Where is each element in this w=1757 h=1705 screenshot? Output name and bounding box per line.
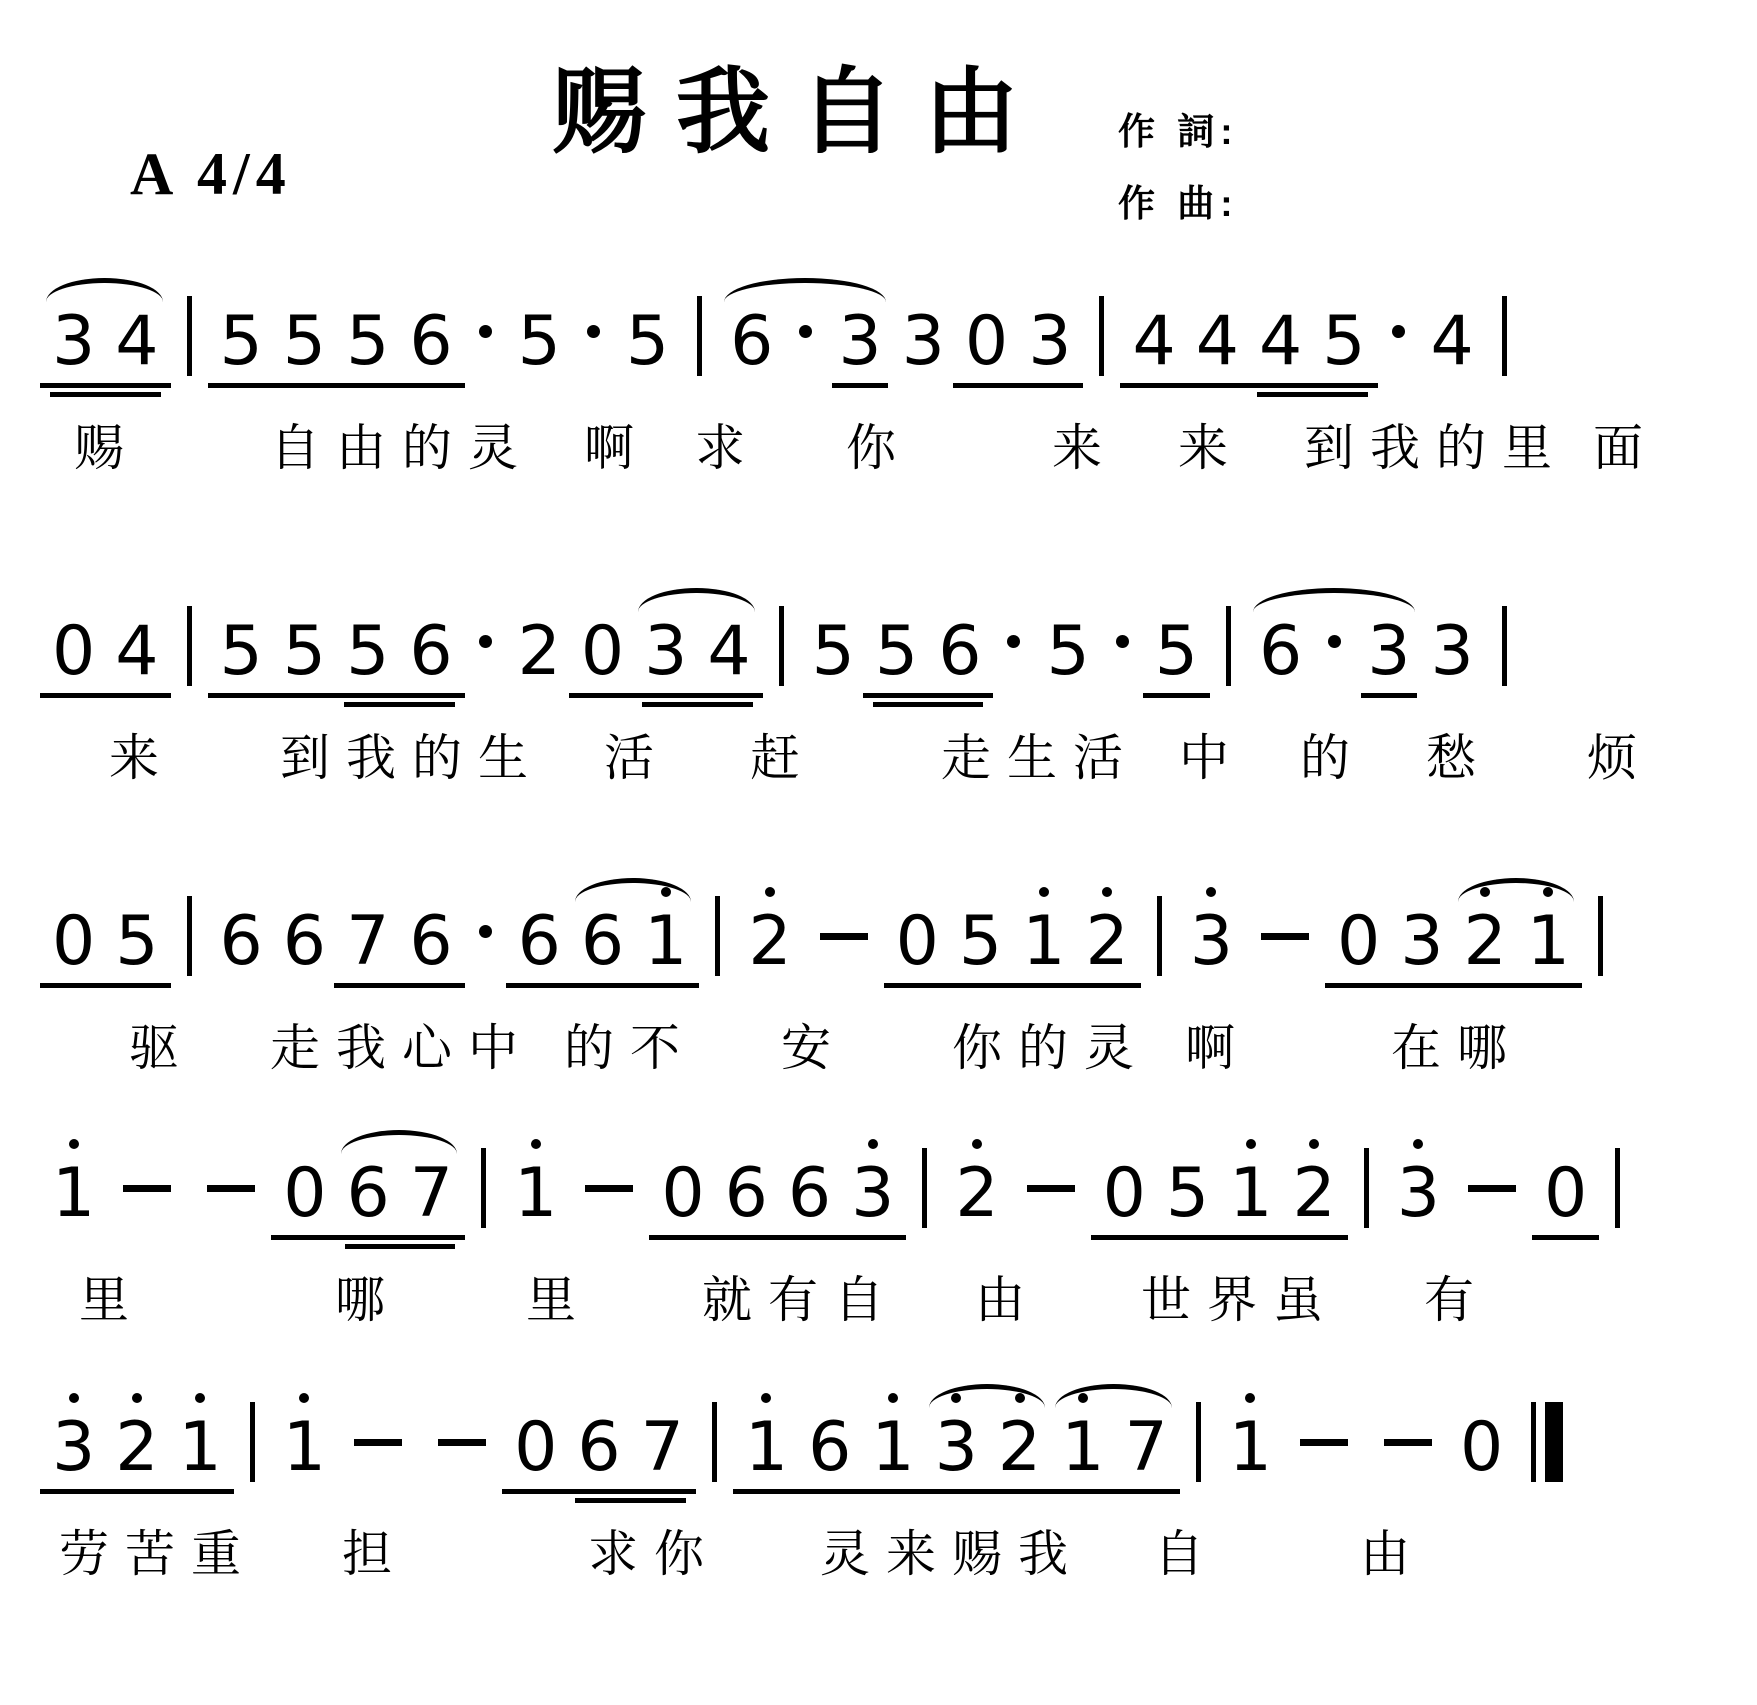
note-char: 6 — [409, 902, 453, 981]
barline — [1364, 1148, 1369, 1228]
octave-dot — [69, 1393, 79, 1403]
note-char: 5 — [958, 902, 1003, 981]
note-group — [1249, 612, 1421, 691]
lyric-syllable: 啊 — [584, 420, 650, 476]
barline — [481, 1148, 486, 1228]
lyrics-row — [42, 1008, 1737, 1080]
note-char: 5 — [282, 302, 327, 381]
barline — [715, 896, 720, 976]
lyric-syllable: 的 — [1300, 730, 1366, 786]
note-char: 4 — [1430, 302, 1474, 381]
note-group — [778, 1154, 905, 1233]
note-char: 2 — [115, 1414, 158, 1482]
dash-note — [585, 1185, 633, 1192]
augmentation-dot — [1116, 635, 1129, 648]
note-char: 2 — [517, 612, 561, 691]
note-char: 5 — [1046, 612, 1090, 691]
note-char: 3 — [1397, 1160, 1440, 1228]
note-group — [802, 612, 865, 691]
note-group — [42, 1408, 169, 1487]
note-char: 1 — [514, 1160, 557, 1228]
augmentation-dot — [587, 325, 600, 338]
note-group — [616, 302, 679, 381]
slur — [1253, 588, 1415, 612]
lyric-syllable: 活 — [604, 730, 670, 786]
note-group — [720, 302, 892, 381]
note-group — [1093, 1154, 1220, 1233]
note-group — [336, 902, 463, 981]
note-group — [955, 302, 1082, 381]
lyric-syllable: 到我的生 — [280, 730, 544, 786]
note-group — [892, 302, 955, 381]
lyric-syllable: 来 — [1052, 420, 1118, 476]
note-char: 3 — [838, 302, 882, 381]
dash-note — [1468, 1185, 1516, 1192]
note-char: 3 — [52, 302, 96, 381]
lyric-syllable: 你的灵 — [952, 1020, 1150, 1076]
lyric-syllable: 走我心中 — [270, 1020, 534, 1076]
note-char: 3 — [1367, 612, 1411, 691]
octave-dot — [1039, 887, 1049, 897]
notes-row — [42, 1356, 1737, 1496]
note-char: 5 — [811, 612, 855, 691]
note-group — [925, 1408, 1052, 1487]
augmentation-dot — [1392, 325, 1405, 338]
lyric-syllable: 走生活 — [941, 730, 1139, 786]
note-char: 4 — [707, 612, 751, 691]
note-group — [1534, 1154, 1597, 1233]
note-group — [738, 902, 801, 981]
note-char: 1 — [871, 1414, 914, 1482]
note-group — [504, 1154, 567, 1233]
note-group — [42, 1154, 105, 1233]
note-char: 3 — [901, 302, 945, 381]
octave-dot — [1246, 1139, 1256, 1149]
note-char: 0 — [661, 1154, 705, 1233]
note-char: 5 — [219, 302, 263, 381]
note-char: 0 — [283, 1154, 327, 1233]
note-char: 1 — [1061, 1414, 1104, 1482]
augmentation-dot — [479, 635, 492, 648]
note-char: 4 — [1132, 302, 1176, 381]
slur — [929, 1384, 1046, 1408]
note-char: 5 — [282, 612, 327, 691]
dash-note — [123, 1185, 171, 1192]
octave-dot — [1206, 887, 1216, 897]
note-group — [336, 612, 463, 691]
note-char: 7 — [346, 902, 390, 981]
octave-dot — [1245, 1393, 1255, 1403]
note-char: 6 — [730, 302, 774, 381]
note-group — [1387, 1154, 1450, 1233]
note-char: 6 — [409, 302, 453, 381]
octave-dot — [132, 1393, 142, 1403]
lyric-syllable: 到我的里 — [1304, 420, 1568, 476]
note-group — [1450, 1408, 1513, 1487]
lyric-syllable: 你 — [846, 420, 912, 476]
dash-note — [207, 1185, 255, 1192]
note-group — [210, 612, 337, 691]
octave-dot — [1102, 887, 1112, 897]
note-char: 1 — [179, 1414, 222, 1482]
note-char: 4 — [115, 302, 159, 381]
note-char: 2 — [748, 908, 791, 976]
barline — [1196, 1402, 1201, 1482]
credits — [1118, 96, 1239, 240]
note-char: 6 — [1258, 612, 1303, 691]
octave-dot — [1413, 1139, 1423, 1149]
octave-dot — [765, 887, 775, 897]
note-char: 0 — [1102, 1154, 1146, 1233]
note-char: 1 — [644, 908, 687, 976]
dash-note — [1384, 1439, 1432, 1446]
note-group — [336, 302, 463, 381]
note-char: 6 — [808, 1408, 852, 1487]
barline — [187, 896, 192, 976]
system-4 — [42, 1102, 1737, 1332]
note-char: 1 — [1229, 1160, 1272, 1228]
dash-note — [438, 1439, 486, 1446]
system-1 — [42, 250, 1737, 480]
notes-row — [42, 560, 1737, 700]
note-char: 0 — [52, 902, 96, 981]
augmentation-dot — [1328, 635, 1341, 648]
octave-dot — [1078, 1393, 1088, 1403]
note-char: 2 — [998, 1414, 1041, 1482]
barline — [1099, 296, 1104, 376]
note-char: 5 — [1322, 302, 1366, 381]
note-group — [634, 612, 761, 691]
note-char: 5 — [517, 302, 561, 381]
note-char: 7 — [640, 1408, 684, 1487]
octave-dot — [661, 887, 671, 897]
note-char: 5 — [346, 302, 390, 381]
dash-note — [354, 1439, 402, 1446]
barline — [250, 1402, 255, 1482]
lyric-syllable: 驱 — [129, 1020, 195, 1076]
note-char: 6 — [724, 1154, 768, 1233]
notes-row — [42, 1102, 1737, 1242]
slur — [1055, 1384, 1172, 1408]
note-char: 0 — [1336, 902, 1381, 981]
lyric-syllable: 在哪 — [1391, 1020, 1523, 1076]
note-char: 0 — [514, 1408, 558, 1487]
note-char: 3 — [1400, 902, 1444, 981]
system-3 — [42, 850, 1737, 1080]
lyric-syllable: 劳苦重 — [59, 1526, 257, 1582]
note-group — [567, 1408, 694, 1487]
note-char: 6 — [409, 612, 453, 691]
note-group — [42, 612, 169, 691]
note-char: 0 — [1459, 1408, 1504, 1487]
octave-dot — [299, 1393, 309, 1403]
lyrics-row — [42, 718, 1737, 790]
barline — [1157, 896, 1162, 976]
note-char: 1 — [745, 1414, 788, 1482]
final-barline-thick — [1545, 1402, 1563, 1482]
note-char: 5 — [1165, 1154, 1210, 1233]
note-char: 0 — [580, 612, 625, 691]
note-char: 2 — [955, 1160, 998, 1228]
note-char: 6 — [282, 902, 327, 981]
note-group — [42, 302, 169, 381]
note-char: 1 — [1022, 908, 1065, 976]
note-char: 3 — [52, 1414, 95, 1482]
slur — [46, 278, 163, 302]
lyrics-row — [42, 408, 1737, 480]
octave-dot — [1309, 1139, 1319, 1149]
note-char: 1 — [1229, 1414, 1272, 1482]
lyric-syllable: 有 — [1424, 1272, 1490, 1328]
note-char: 2 — [1464, 908, 1507, 976]
note-group — [508, 612, 571, 691]
octave-dot — [868, 1139, 878, 1149]
note-group — [1122, 302, 1249, 381]
note-char: 0 — [52, 612, 96, 691]
note-group — [861, 1408, 924, 1487]
octave-dot — [531, 1139, 541, 1149]
octave-dot — [1015, 1393, 1025, 1403]
note-char: 3 — [1190, 908, 1233, 976]
final-barline — [1531, 1402, 1563, 1487]
lyric-syllable: 来 — [1178, 420, 1244, 476]
note-group — [210, 302, 337, 381]
octave-dot — [761, 1393, 771, 1403]
lyric-syllable: 的不 — [564, 1020, 696, 1076]
notes-row — [42, 850, 1737, 990]
lyric-syllable: 啊 — [1185, 1020, 1251, 1076]
key-signature: A 4/4 — [130, 141, 292, 207]
barline — [922, 1148, 927, 1228]
lyrics-row — [42, 1514, 1737, 1586]
note-char: 5 — [874, 612, 919, 691]
octave-dot — [972, 1139, 982, 1149]
note-group — [571, 902, 698, 981]
note-group — [1036, 612, 1099, 691]
composer-label: 作 曲: — [1118, 183, 1239, 224]
note-char: 6 — [219, 902, 263, 981]
barline — [1615, 1148, 1620, 1228]
note-char: 6 — [938, 612, 982, 691]
barline — [1502, 606, 1507, 686]
slur — [638, 588, 755, 612]
augmentation-dot — [799, 325, 812, 338]
note-char: 7 — [1124, 1408, 1168, 1487]
augmentation-dot — [1007, 635, 1020, 648]
lyric-syllable: 就有自 — [702, 1272, 900, 1328]
lyric-syllable: 面 — [1593, 420, 1659, 476]
lyric-syllable: 哪 — [335, 1272, 401, 1328]
lyrics-row — [42, 1260, 1737, 1332]
note-group — [945, 1154, 1008, 1233]
note-char: 2 — [1085, 908, 1128, 976]
lyricist-label: 作 詞: — [1118, 111, 1239, 152]
slur — [1458, 878, 1575, 902]
barline — [187, 296, 192, 376]
barline — [697, 296, 702, 376]
octave-dot — [195, 1393, 205, 1403]
note-group — [1145, 612, 1208, 691]
note-group — [735, 1408, 862, 1487]
note-group — [571, 612, 634, 691]
note-group — [865, 612, 992, 691]
note-char: 6 — [577, 1408, 621, 1487]
note-char: 2 — [1292, 1160, 1335, 1228]
note-group — [1051, 1408, 1178, 1487]
slur — [724, 278, 886, 302]
lyric-syllable: 中 — [1179, 730, 1245, 786]
lyric-syllable: 烦 — [1587, 730, 1653, 786]
lyric-syllable: 自由的灵 — [270, 420, 534, 476]
note-group — [42, 902, 169, 981]
note-char: 5 — [115, 902, 159, 981]
barline — [1598, 896, 1603, 976]
note-group — [508, 902, 571, 981]
note-group — [1219, 1154, 1346, 1233]
system-5 — [42, 1356, 1737, 1586]
note-group — [1012, 902, 1139, 981]
lyric-syllable: 里 — [526, 1272, 592, 1328]
note-char: 3 — [644, 612, 688, 691]
note-group — [1454, 902, 1581, 981]
note-group — [886, 902, 1013, 981]
note-char: 4 — [115, 612, 159, 691]
lyric-syllable: 自 — [1154, 1526, 1220, 1582]
lyric-syllable: 由 — [975, 1272, 1041, 1328]
score — [42, 250, 1737, 1690]
lyric-syllable: 愁 — [1426, 730, 1492, 786]
note-group — [651, 1154, 778, 1233]
note-group — [1421, 612, 1484, 691]
note-group — [273, 1154, 336, 1233]
lyric-syllable: 世界虽 — [1141, 1272, 1339, 1328]
final-barline-thin — [1531, 1402, 1536, 1482]
note-char: 0 — [964, 302, 1009, 381]
lyric-syllable: 里 — [79, 1272, 145, 1328]
note-group — [1219, 1408, 1282, 1487]
note-char: 4 — [1195, 302, 1239, 381]
note-char: 6 — [517, 902, 561, 981]
augmentation-dot — [479, 925, 492, 938]
note-char: 3 — [1430, 612, 1474, 691]
note-group — [1180, 902, 1243, 981]
lyric-syllable: 来 — [109, 730, 175, 786]
note-char: 4 — [1258, 302, 1303, 381]
lyric-syllable: 赐 — [74, 420, 140, 476]
note-char: 6 — [787, 1154, 832, 1233]
note-group — [1327, 902, 1454, 981]
augmentation-dot — [479, 325, 492, 338]
lyric-syllable: 担 — [342, 1526, 408, 1582]
octave-dot — [888, 1393, 898, 1403]
note-char: 1 — [52, 1160, 95, 1228]
barline — [1226, 606, 1231, 686]
note-group — [210, 902, 337, 981]
octave-dot — [69, 1139, 79, 1149]
lyric-syllable: 灵来赐我 — [820, 1526, 1084, 1582]
note-char: 5 — [346, 612, 390, 691]
note-char: 5 — [625, 302, 670, 381]
note-group — [504, 1408, 567, 1487]
note-group — [508, 302, 571, 381]
system-2 — [42, 560, 1737, 790]
note-char: 6 — [346, 1154, 390, 1233]
note-char: 0 — [895, 902, 939, 981]
barline — [712, 1402, 717, 1482]
note-char: 7 — [409, 1154, 454, 1233]
note-char: 5 — [219, 612, 263, 691]
lyric-syllable: 安 — [781, 1020, 847, 1076]
page-title: 赐我自由 — [551, 61, 1048, 165]
notes-row — [42, 250, 1737, 390]
barline — [779, 606, 784, 686]
lyric-syllable: 求你 — [588, 1526, 720, 1582]
note-char: 1 — [283, 1414, 326, 1482]
dash-note — [820, 933, 868, 940]
dash-note — [1300, 1439, 1348, 1446]
dash-note — [1027, 1185, 1075, 1192]
barline — [187, 606, 192, 686]
note-char: 3 — [1028, 302, 1072, 381]
note-group — [1249, 302, 1376, 381]
note-group — [1421, 302, 1484, 381]
note-char: 3 — [935, 1414, 978, 1482]
slur — [341, 1130, 458, 1154]
note-char: 3 — [851, 1160, 894, 1228]
lyric-syllable: 赶 — [750, 730, 816, 786]
note-char: 6 — [580, 902, 625, 981]
dash-note — [1261, 933, 1309, 940]
note-char: 1 — [1527, 908, 1570, 976]
lyric-syllable: 求 — [695, 420, 761, 476]
note-char: 0 — [1543, 1154, 1588, 1233]
note-group — [169, 1408, 232, 1487]
note-group — [273, 1408, 336, 1487]
note-char: 5 — [1154, 612, 1198, 691]
slur — [575, 878, 692, 902]
barline — [1502, 296, 1507, 376]
note-group — [337, 1154, 464, 1233]
lyric-syllable: 由 — [1360, 1526, 1426, 1582]
